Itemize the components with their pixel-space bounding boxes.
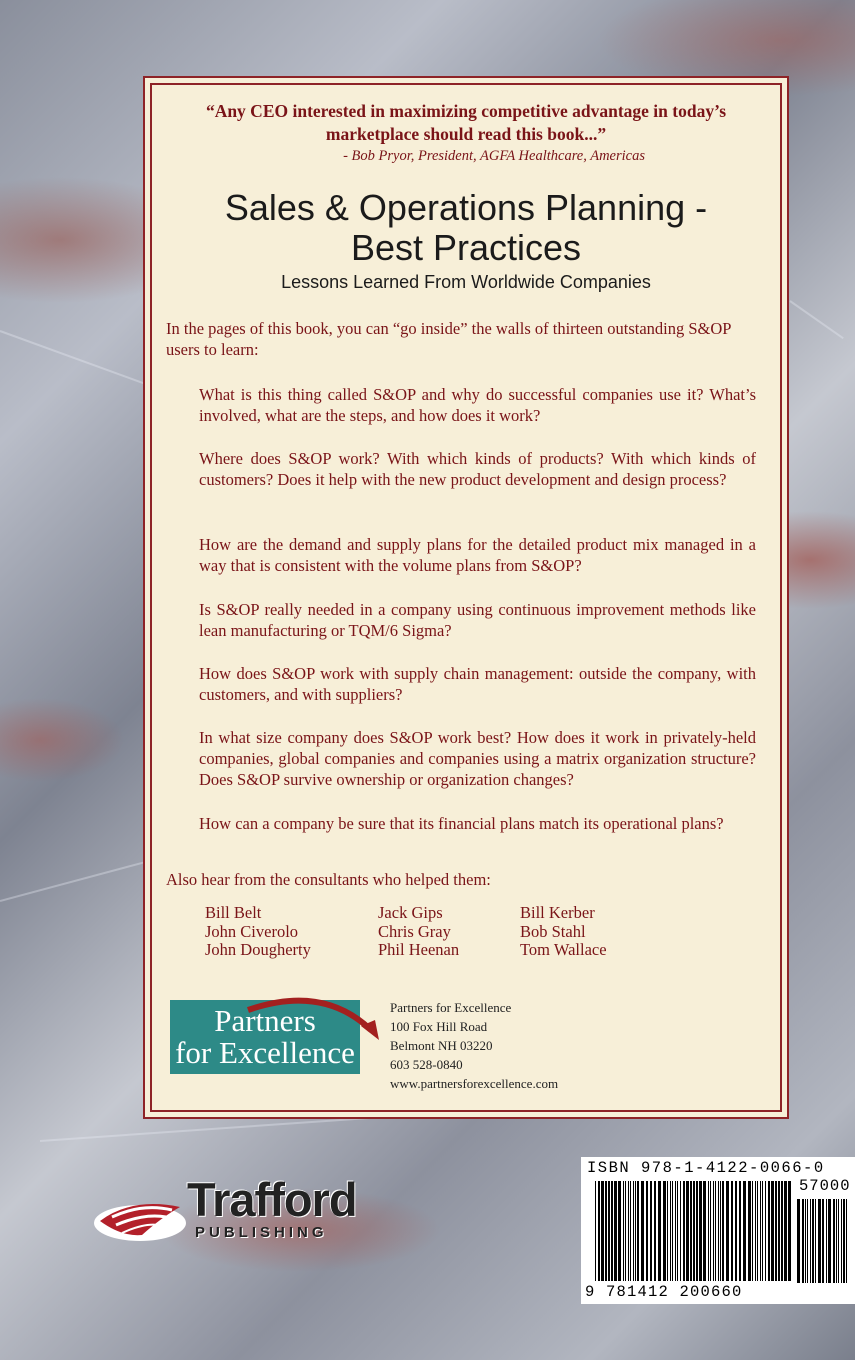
barcode-bar [731,1181,733,1281]
barcode-bar [633,1181,634,1281]
barcode-bar [720,1181,721,1281]
question-item: How are the demand and supply plans for the detailed product mix managed in a way that is consistent with the volume plans from S&OP? [199,535,756,575]
barcode-bar [658,1181,661,1281]
isbn-number: ISBN 978-1-4122-0066-0 [587,1159,825,1177]
barcode-bar [836,1199,837,1283]
consultant-name: Bill Kerber [520,903,595,922]
barcode-bar [699,1181,702,1281]
barcode-bar [818,1199,821,1283]
barcode-bar [663,1181,666,1281]
barcode-bar [781,1181,783,1281]
consultant-name: Bob Stahl [520,921,586,941]
barcode-bar [635,1181,636,1281]
barcode-bar [672,1181,673,1281]
logo-swoosh-arrow-icon [243,992,383,1052]
ean-number: 9 781412 200660 [585,1283,743,1301]
trafford-ship-icon [92,1177,192,1247]
logo-line-2: for Excellence [175,1035,355,1070]
barcode-bar [667,1181,668,1281]
barcode-bar [708,1181,709,1281]
barcode-bar [775,1181,777,1281]
question-item: Where does S&OP work? With which kinds of products? With which kinds of customers? Does it help with the new product development and design process? [199,449,756,489]
consultants-column-1 [205,904,311,960]
barcode-bar [650,1181,652,1281]
address-name: Partners for Excellence [390,1000,512,1015]
question-item: How does S&OP work with supply chain management: outside the company, with customers, and with suppliers? [199,664,756,704]
barcode-bar [739,1181,741,1281]
barcode-bar [670,1181,671,1281]
barcode-bar [807,1199,808,1283]
publisher-address [390,998,558,1093]
barcode-bar [838,1199,839,1283]
trafford-wordmark: Trafford [187,1173,357,1226]
address-web: www.partnersforexcellence.com [390,1076,559,1091]
endorsement-quote [145,100,787,146]
barcode-bar [743,1181,746,1281]
barcode-bar [601,1181,604,1281]
barcode-bar [726,1181,729,1281]
barcode-bar [686,1181,689,1281]
barcode-bar [822,1199,824,1283]
quote-attribution: - Bob Pryor, President, AGFA Healthcare, Americas [343,148,645,164]
barcode-bar [614,1181,617,1281]
barcode-bar [595,1181,596,1281]
consultant-name: Chris Gray [378,921,451,941]
barcode-bar [846,1199,847,1283]
marble-vein [789,300,843,339]
barcode-bar [833,1199,835,1283]
book-subtitle: Lessons Learned From Worldwide Companies [281,272,651,292]
barcode-bar [675,1181,676,1281]
isbn-barcode [581,1157,855,1304]
barcode-bar [715,1181,716,1281]
barcode-bar [625,1181,626,1281]
barcode-bar [802,1199,804,1283]
barcode-bar [628,1181,629,1281]
barcode-bar [608,1181,610,1281]
barcode-bar [641,1181,644,1281]
consultant-name: Bill Belt [205,903,262,922]
barcode-bar [611,1181,613,1281]
question-item: Is S&OP really needed in a company using continuous improvement methods like lean manufacturing or TQM/6 Sigma? [199,600,756,640]
address-phone: 603 528-0840 [390,1057,463,1072]
trafford-logo [92,1175,432,1250]
barcode-bar [646,1181,648,1281]
price-code: 57000 [799,1177,851,1195]
barcode-bar [598,1181,600,1281]
intro-paragraph: In the pages of this book, you can “go inside” the walls of thirteen outstanding S&OP users to learn: [166,319,731,359]
barcode-bar [690,1181,692,1281]
barcode-bar [722,1181,724,1281]
address-street: 100 Fox Hill Road [390,1019,488,1034]
consultants-heading: Also hear from the consultants who helped them: [166,870,491,889]
barcode-bar [762,1181,763,1281]
title-line-1: Sales & Operations Planning - [224,187,708,228]
barcode-bar [805,1199,806,1283]
question-item: In what size company does S&OP work best? How does it work in privately-held companies, global companies and companies using a matrix organization structure? Does S&OP survive ownership or organization changes? [199,728,756,789]
barcode-bar [765,1181,766,1281]
barcode-bar [841,1199,842,1283]
barcode-bar [797,1199,800,1283]
barcode-bar [828,1199,831,1283]
consultant-name: Phil Heenan [378,940,460,959]
barcode-bar [757,1181,758,1281]
barcode-bar [815,1199,816,1283]
barcode-bars [595,1181,791,1281]
consultant-name: Tom Wallace [520,940,607,959]
barcode-bar [710,1181,711,1281]
quote-line-1: “Any CEO interested in maximizing competitive advantage in today’s [205,101,727,121]
question-item: What is this thing called S&OP and why do successful companies use it? What’s involved, what are the steps, and how does it work? [199,385,756,425]
barcode-bar [755,1181,756,1281]
barcode-bar [826,1199,827,1283]
trafford-publishing-label: PUBLISHING [195,1224,328,1241]
barcode-bar [812,1199,814,1283]
title-line-2: Best Practices [350,227,582,268]
book-title [145,188,787,268]
consultants-column-2 [378,904,459,960]
marble-vein [0,861,145,902]
barcode-bar [677,1181,678,1281]
barcode-bar [718,1181,719,1281]
address-city: Belmont NH 03220 [390,1038,493,1053]
barcode-bar [683,1181,685,1281]
barcode-bar [752,1181,753,1281]
barcode-bar [778,1181,780,1281]
barcode-bar [618,1181,621,1281]
barcode-addon-bars [797,1199,851,1283]
marble-vein [0,330,151,387]
barcode-bar [735,1181,737,1281]
barcode-bar [788,1181,791,1281]
logo-line-1: Partners [214,1003,316,1038]
question-item: How can a company be sure that its financial plans match its operational plans? [199,814,724,833]
barcode-bar [771,1181,774,1281]
barcode-bar [713,1181,714,1281]
barcode-bar [843,1199,845,1283]
barcode-bar [693,1181,695,1281]
barcode-bar [654,1181,656,1281]
barcode-bar [680,1181,681,1281]
consultant-name: Jack Gips [378,903,443,922]
barcode-bar [623,1181,624,1281]
barcode-bar [748,1181,751,1281]
consultants-column-3 [520,904,607,960]
barcode-bar [784,1181,787,1281]
barcode-bar [605,1181,607,1281]
barcode-bar [768,1181,770,1281]
barcode-bar [703,1181,706,1281]
barcode-bar [810,1199,811,1283]
barcode-bar [630,1181,631,1281]
barcode-bar [760,1181,761,1281]
quote-line-2: marketplace should read this book...” [325,124,607,144]
barcode-bar [637,1181,639,1281]
consultant-name: John Dougherty [205,940,311,959]
back-cover-panel [143,76,789,1119]
consultant-name: John Civerolo [205,921,299,941]
barcode-bar [696,1181,698,1281]
